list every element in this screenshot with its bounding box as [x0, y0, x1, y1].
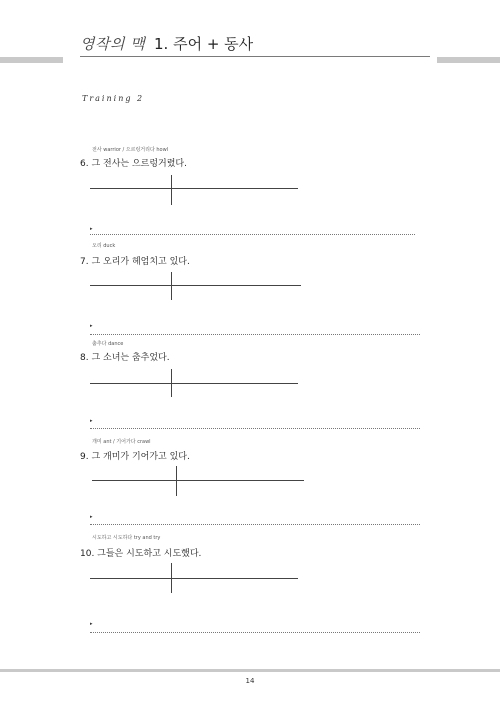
- page-header-title: [80, 33, 253, 54]
- sentence-diagram-divider: [171, 369, 172, 397]
- sentence-diagram-baseline: [92, 480, 304, 481]
- answer-line[interactable]: [90, 234, 415, 235]
- header-rule: [80, 56, 430, 57]
- vocabulary-hint: 오리 duck: [92, 243, 116, 249]
- answer-line[interactable]: [90, 632, 420, 633]
- exercise-prompt: 10. 그들은 시도하고 시도했다.: [80, 549, 202, 559]
- vocabulary-hint: 개미 ant / 기어가다 crawl: [92, 439, 151, 445]
- sentence-diagram-baseline: [90, 578, 298, 579]
- header-band-right: [437, 57, 500, 63]
- sentence-diagram-divider: [171, 563, 172, 593]
- sentence-diagram-baseline: [90, 383, 298, 384]
- answer-line[interactable]: [90, 334, 420, 335]
- sentence-diagram-baseline: [90, 285, 301, 286]
- sentence-diagram-divider: [176, 466, 177, 496]
- section-label: Training 2: [82, 94, 145, 103]
- sentence-diagram-baseline: [90, 188, 298, 189]
- sentence-diagram-divider: [171, 175, 172, 205]
- answer-bullet: ▸: [90, 226, 93, 232]
- exercise-prompt: 6. 그 전사는 으르렁거렸다.: [80, 159, 187, 169]
- book-brand: 영작의 맥: [80, 35, 146, 53]
- answer-bullet: ▸: [90, 323, 93, 329]
- vocabulary-hint: 춤추다 dance: [92, 341, 124, 347]
- answer-bullet: ▸: [90, 514, 93, 520]
- answer-bullet: ▸: [90, 621, 93, 627]
- footer-band: [0, 669, 500, 672]
- answer-line[interactable]: [90, 524, 420, 525]
- chapter-title: 1. 주어 + 동사: [154, 35, 254, 53]
- sentence-diagram-divider: [171, 272, 172, 300]
- exercise-prompt: 7. 그 오리가 헤엄치고 있다.: [80, 257, 190, 267]
- header-band-left: [0, 57, 63, 63]
- exercise-prompt: 9. 그 개미가 기어가고 있다.: [80, 452, 190, 462]
- vocabulary-hint: 시도하고 시도하다 try and try: [92, 535, 161, 541]
- exercise-prompt: 8. 그 소녀는 춤추었다.: [80, 353, 170, 363]
- vocabulary-hint: 전사 warrior / 으르렁거리다 howl: [92, 147, 169, 153]
- answer-bullet: ▸: [90, 418, 93, 424]
- page-number: 14: [245, 677, 255, 685]
- answer-line[interactable]: [90, 428, 420, 429]
